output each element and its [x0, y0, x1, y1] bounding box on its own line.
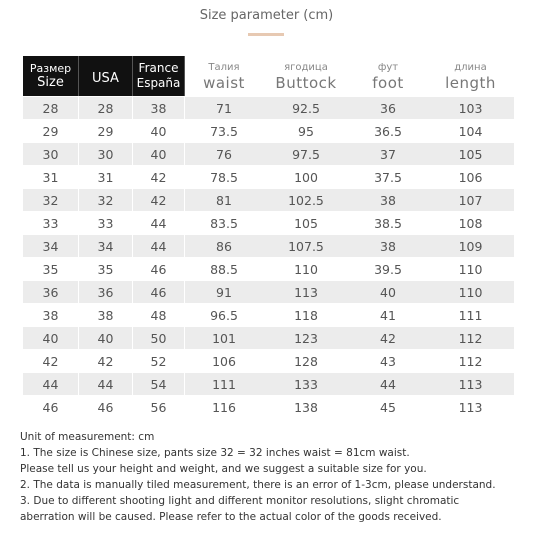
cell-waist: 96.5 [185, 304, 263, 326]
cell-buttock: 92.5 [263, 97, 349, 119]
note-line: 3. Due to different shooting light and different monitor resolutions, slight chromatic [20, 495, 460, 507]
table-row [23, 120, 514, 142]
cell-buttock: 102.5 [263, 189, 349, 211]
cell-foot: 45 [349, 396, 427, 418]
cell-buttock: 95 [263, 120, 349, 142]
cell-buttock: 138 [263, 396, 349, 418]
title-underline [248, 33, 284, 36]
header-buttock [263, 56, 349, 96]
cell-size: 30 [23, 143, 79, 165]
cell-size: 44 [23, 373, 79, 395]
cell-foot: 41 [349, 304, 427, 326]
cell-length: 113 [427, 373, 514, 395]
cell-eu: 40 [133, 143, 185, 165]
header-buttock-en: Buttock [275, 73, 337, 92]
cell-eu: 42 [133, 189, 185, 211]
cell-usa: 31 [79, 166, 133, 188]
cell-foot: 37.5 [349, 166, 427, 188]
cell-eu: 50 [133, 327, 185, 349]
cell-length: 110 [427, 281, 514, 303]
cell-foot: 38.5 [349, 212, 427, 234]
cell-length: 103 [427, 97, 514, 119]
cell-buttock: 105 [263, 212, 349, 234]
cell-foot: 38 [349, 189, 427, 211]
cell-buttock: 123 [263, 327, 349, 349]
cell-size: 33 [23, 212, 79, 234]
table-row [23, 235, 514, 257]
cell-length: 105 [427, 143, 514, 165]
header-france: France [138, 60, 179, 75]
header-length-en: length [445, 73, 496, 92]
cell-waist: 81 [185, 189, 263, 211]
note-line: Please tell us your height and weight, and we suggest a suitable size for you. [20, 463, 427, 475]
cell-waist: 106 [185, 350, 263, 372]
cell-buttock: 118 [263, 304, 349, 326]
cell-eu: 44 [133, 212, 185, 234]
cell-buttock: 133 [263, 373, 349, 395]
note-line: aberration will be caused. Please refer to the actual color of the goods received. [20, 511, 442, 523]
header-waist-ru: Талия [208, 61, 240, 73]
cell-usa: 38 [79, 304, 133, 326]
table-row [23, 396, 514, 418]
table-row [23, 97, 514, 119]
cell-buttock: 128 [263, 350, 349, 372]
header-length [427, 56, 514, 96]
cell-waist: 111 [185, 373, 263, 395]
table-row [23, 350, 514, 372]
header-buttock-ru: ягодица [284, 61, 328, 73]
cell-usa: 36 [79, 281, 133, 303]
cell-foot: 42 [349, 327, 427, 349]
cell-size: 31 [23, 166, 79, 188]
table-row [23, 189, 514, 211]
table-row [23, 258, 514, 280]
cell-waist: 101 [185, 327, 263, 349]
cell-length: 109 [427, 235, 514, 257]
cell-length: 111 [427, 304, 514, 326]
cell-foot: 44 [349, 373, 427, 395]
cell-waist: 78.5 [185, 166, 263, 188]
cell-eu: 52 [133, 350, 185, 372]
cell-usa: 35 [79, 258, 133, 280]
cell-eu: 48 [133, 304, 185, 326]
cell-length: 112 [427, 350, 514, 372]
header-foot-ru: фут [377, 61, 399, 73]
table-body [23, 97, 514, 418]
cell-eu: 56 [133, 396, 185, 418]
header-size-en: Size [37, 74, 64, 90]
header-usa [79, 56, 133, 96]
cell-size: 46 [23, 396, 79, 418]
header-usa-label: USA [92, 71, 119, 86]
cell-length: 113 [427, 396, 514, 418]
cell-usa: 42 [79, 350, 133, 372]
header-espana: España [136, 75, 181, 90]
cell-size: 35 [23, 258, 79, 280]
cell-foot: 36.5 [349, 120, 427, 142]
cell-length: 106 [427, 166, 514, 188]
cell-foot: 36 [349, 97, 427, 119]
table-row [23, 143, 514, 165]
table-row [23, 212, 514, 234]
cell-size: 36 [23, 281, 79, 303]
cell-size: 40 [23, 327, 79, 349]
notes-block [20, 429, 520, 525]
table-row [23, 304, 514, 326]
cell-waist: 86 [185, 235, 263, 257]
cell-eu: 42 [133, 166, 185, 188]
cell-eu: 46 [133, 281, 185, 303]
cell-size: 34 [23, 235, 79, 257]
cell-foot: 39.5 [349, 258, 427, 280]
header-size-ru: Размер [29, 61, 72, 75]
cell-usa: 46 [79, 396, 133, 418]
header-size [23, 56, 79, 96]
cell-eu: 46 [133, 258, 185, 280]
cell-length: 104 [427, 120, 514, 142]
cell-foot: 40 [349, 281, 427, 303]
header-foot-en: foot [372, 73, 404, 92]
cell-usa: 29 [79, 120, 133, 142]
cell-usa: 28 [79, 97, 133, 119]
table-row [23, 166, 514, 188]
cell-foot: 43 [349, 350, 427, 372]
cell-usa: 32 [79, 189, 133, 211]
table-row [23, 281, 514, 303]
cell-buttock: 100 [263, 166, 349, 188]
cell-length: 108 [427, 212, 514, 234]
header-length-ru: длина [454, 61, 487, 73]
cell-length: 107 [427, 189, 514, 211]
cell-buttock: 110 [263, 258, 349, 280]
cell-length: 110 [427, 258, 514, 280]
cell-waist: 83.5 [185, 212, 263, 234]
cell-usa: 30 [79, 143, 133, 165]
cell-waist: 71 [185, 97, 263, 119]
header-france-espana [133, 56, 185, 96]
cell-waist: 116 [185, 396, 263, 418]
cell-foot: 38 [349, 235, 427, 257]
cell-length: 112 [427, 327, 514, 349]
cell-size: 32 [23, 189, 79, 211]
table-header-row [23, 56, 514, 96]
size-table [23, 55, 514, 419]
cell-size: 42 [23, 350, 79, 372]
cell-usa: 33 [79, 212, 133, 234]
cell-usa: 44 [79, 373, 133, 395]
cell-eu: 54 [133, 373, 185, 395]
cell-waist: 76 [185, 143, 263, 165]
cell-waist: 73.5 [185, 120, 263, 142]
cell-buttock: 107.5 [263, 235, 349, 257]
note-line: 2. The data is manually tiled measurement, there is an error of 1-3cm, please understand. [20, 479, 496, 491]
header-foot [349, 56, 427, 96]
header-waist [185, 56, 263, 96]
cell-usa: 40 [79, 327, 133, 349]
cell-waist: 91 [185, 281, 263, 303]
cell-waist: 88.5 [185, 258, 263, 280]
note-unit: Unit of measurement: cm [20, 431, 155, 443]
cell-size: 29 [23, 120, 79, 142]
cell-eu: 40 [133, 120, 185, 142]
table-row [23, 327, 514, 349]
header-waist-en: waist [203, 73, 245, 92]
cell-size: 38 [23, 304, 79, 326]
cell-eu: 38 [133, 97, 185, 119]
cell-buttock: 97.5 [263, 143, 349, 165]
note-line: 1. The size is Chinese size, pants size 32 = 32 inches waist = 81cm waist. [20, 447, 410, 459]
cell-size: 28 [23, 97, 79, 119]
table-row [23, 373, 514, 395]
cell-foot: 37 [349, 143, 427, 165]
cell-buttock: 113 [263, 281, 349, 303]
cell-eu: 44 [133, 235, 185, 257]
page-title: Size parameter (cm) [199, 8, 334, 23]
cell-usa: 34 [79, 235, 133, 257]
